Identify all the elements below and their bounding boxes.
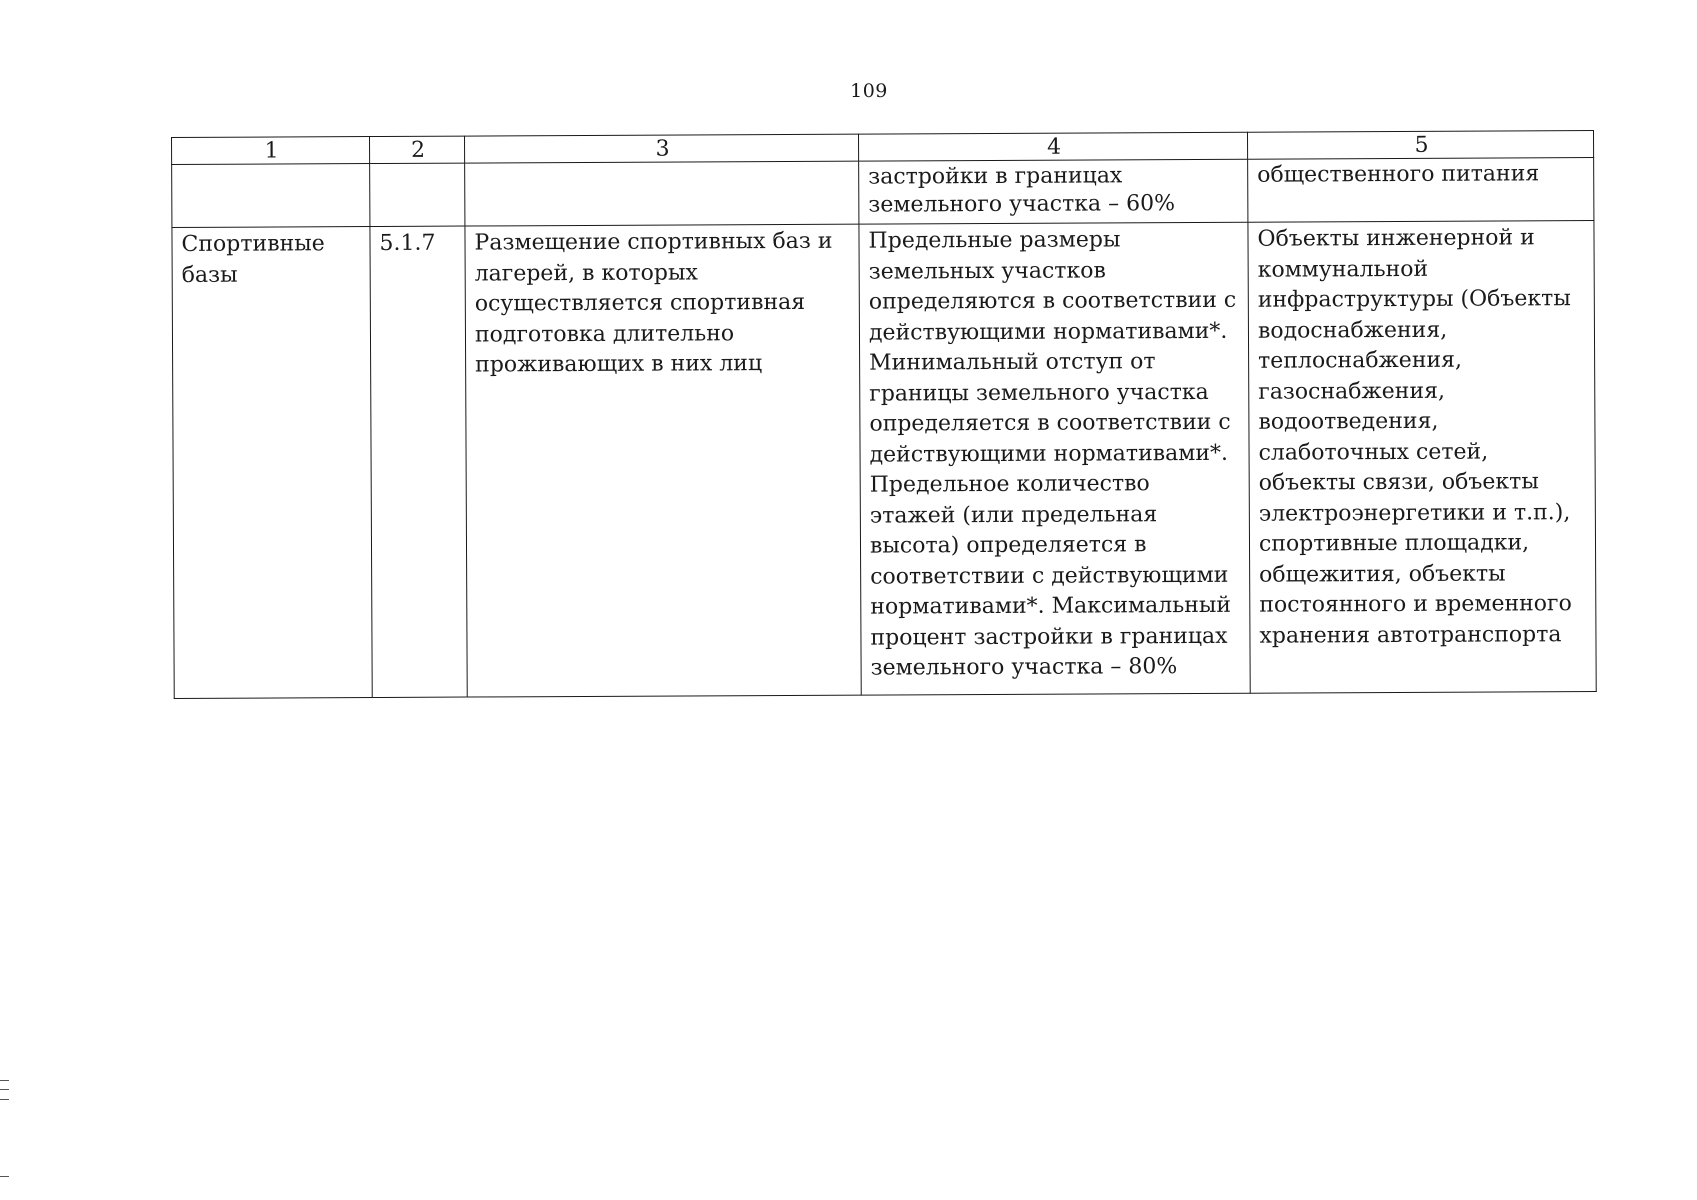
page-number: 109 [850, 80, 888, 102]
table-row-continuation [172, 158, 1594, 228]
cell-name: Спортивные базы [172, 227, 372, 699]
continuation-cell-2 [370, 163, 465, 226]
table-row [172, 221, 1596, 699]
header-cell-3: 3 [464, 134, 858, 163]
header-cell-4: 4 [858, 132, 1247, 161]
header-cell-1: 1 [172, 137, 370, 165]
cell-code: 5.1.7 [370, 226, 467, 697]
scan-margin-mark [0, 1080, 9, 1100]
cell-description: Размещение спортивных баз и лагерей, в которых осуществляется спортивная подготовка длительно проживающих в них лиц [465, 224, 861, 697]
cell-parameters: Предельные размеры земельных участков определяются в соответствии с действующими нормативами*. Минимальный отступ от границы земельного участка определяется в соответствии с действующими нормативами*. Предельное количество этажей (или предельная высота) определяется в соответствии с действующими нормативами*. Максимальный процент застройки в границах земельного участка – 80% [859, 222, 1250, 695]
continuation-cell-5: общественного питания [1248, 158, 1594, 223]
zoning-table [171, 130, 1597, 699]
header-cell-5: 5 [1247, 131, 1593, 160]
continuation-cell-3 [465, 161, 859, 226]
header-cell-2: 2 [370, 136, 465, 163]
continuation-cell-1 [172, 164, 370, 228]
scan-margin-mark [0, 1176, 9, 1177]
cell-auxiliary-uses: Объекты инженерной и коммунальной инфраструктуры (Объекты водоснабжения, теплоснабжения, газоснабжения, водоотведения, слаботочных сетей, объекты связи, объекты электроэнергетики и т.п.), спортивные площадки, общежития, объекты постоянного и временного хранения автотранспорта [1248, 221, 1596, 694]
continuation-cell-4: застройки в границах земельного участка – 60% [859, 159, 1248, 224]
